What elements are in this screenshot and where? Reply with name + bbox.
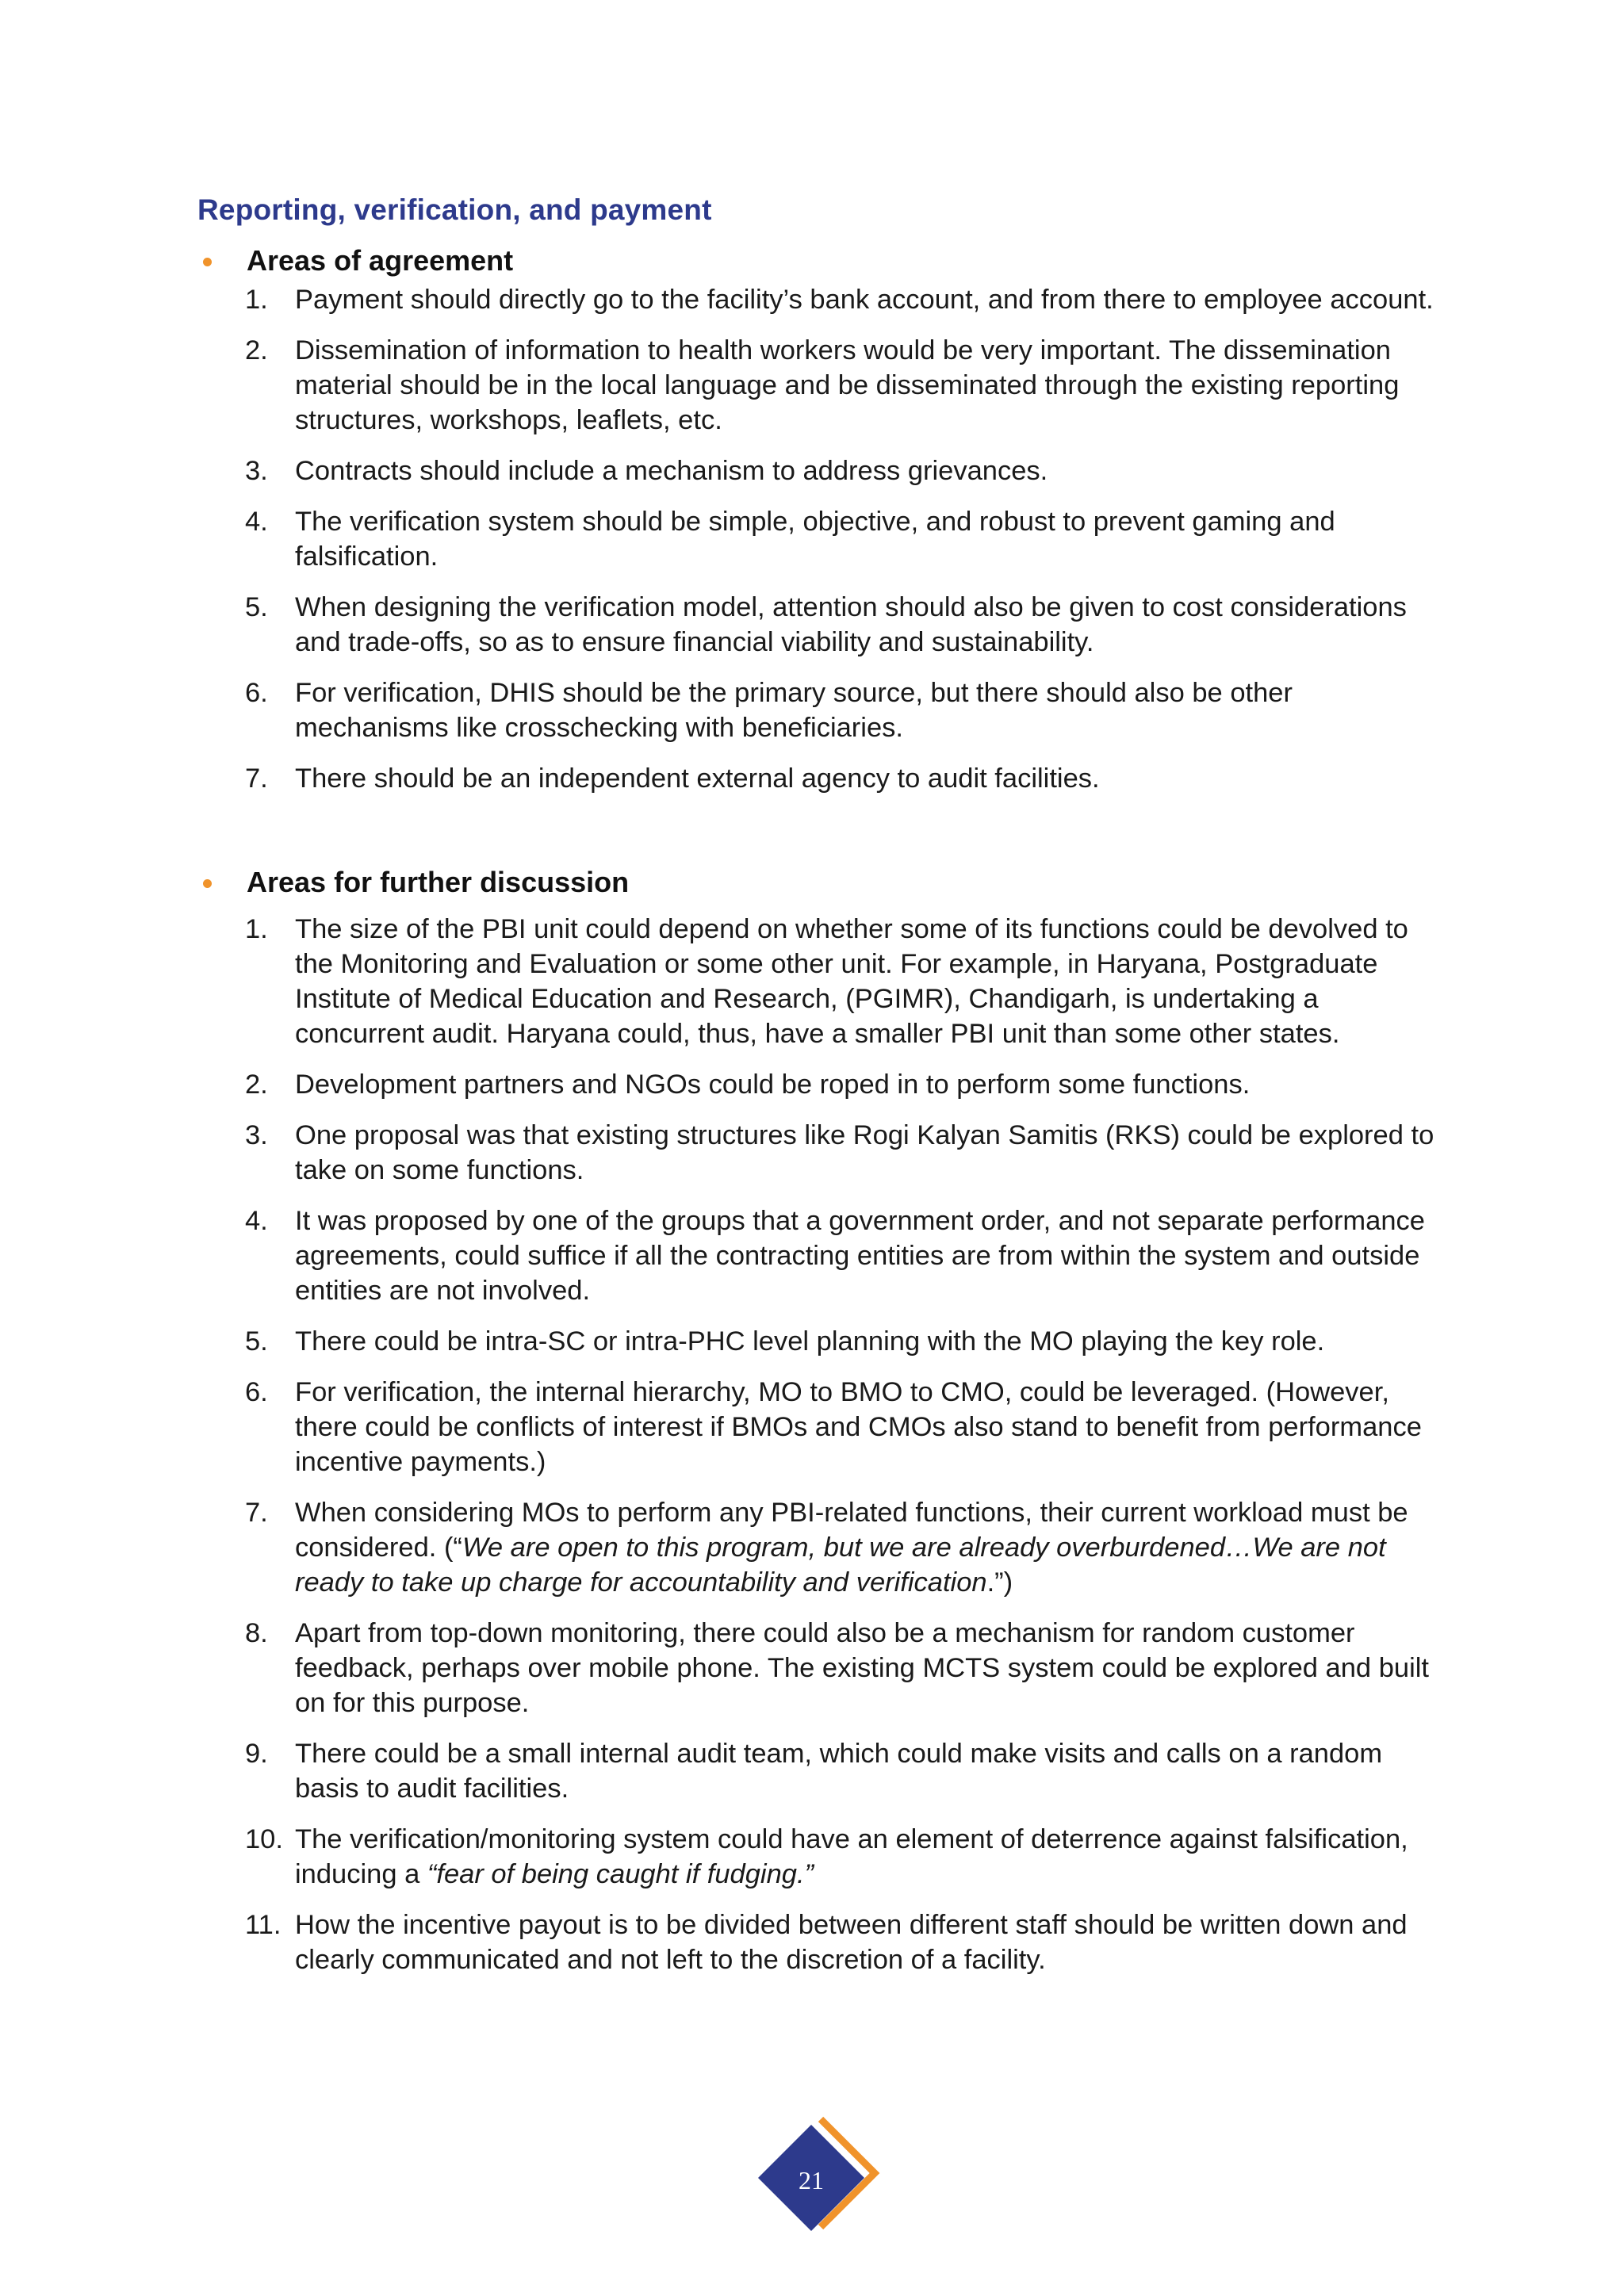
list-item [197,1375,1434,1479]
list-item-number: 4. [245,1206,268,1236]
list-item [197,1736,1434,1806]
list-item-text [295,675,1437,745]
list-item [197,1822,1434,1892]
list-item-text-main: The verification system should be simple, objective, and robust to prevent gaming and falsification. [295,507,1335,572]
list-item-text [295,1616,1437,1720]
numbered-list [197,282,1434,796]
list-item-number: 3. [245,1120,268,1150]
list-item-text [295,1908,1437,1977]
list-item-text-main: Dissemination of information to health workers would be very important. The dissemination material should be in the local language and be disseminated through the existing reporting structures, workshops, leaflets, etc. [295,335,1400,435]
list-item-number: 4. [245,507,268,537]
list-item-text [295,1067,1437,1102]
list-item-text [295,1375,1437,1479]
list-item-text-main: There could be intra-SC or intra-PHC level planning with the MO playing the key role. [295,1326,1325,1357]
list-item [197,453,1434,488]
list-item-number: 9. [245,1739,268,1769]
list-item-number: 11. [245,1910,282,1940]
list-item-text-main: When designing the verification model, attention should also be given to cost considerations and trade-offs, so as to ensure financial viability and sustainability. [295,592,1407,657]
list-item-text-main: How the incentive payout is to be divided between different staff should be written down and clearly communicated and not left to the discretion of a facility. [295,1910,1408,1975]
numbered-list [197,912,1434,1977]
list-item-number: 5. [245,1326,268,1357]
list-item [197,1324,1434,1359]
list-item [197,1616,1434,1720]
list-item-text-main: For verification, the internal hierarchy, MO to BMO to CMO, could be leveraged. (However, there could be conflicts of interest if BMOs and CMOs also stand to benefit from performance incentive payments.) [295,1377,1422,1477]
list-item-text-main: It was proposed by one of the groups that a government order, and not separate performance agreements, could suffice if all the contracting entities are from within the system and outside entities are not involved. [295,1206,1425,1306]
bullet-heading [197,866,1434,912]
list-item-text-main: The size of the PBI unit could depend on whether some of its functions could be devolved to the Monitoring and Evaluation or some other unit. For example, in Haryana, Postgraduate Institute of Medical Education and Research, (PGIMR), Chandigarh, is undertaking a concurrent audit. Haryana could, thus, have a smaller PBI unit than some other states. [295,914,1408,1049]
list-item-text [295,333,1437,438]
list-item-number: 7. [245,763,268,794]
list-item [197,504,1434,574]
list-item-number: 2. [245,1070,268,1100]
bullet-group-agreement [197,244,1434,812]
list-item [197,1203,1434,1308]
list-item-text [295,1324,1437,1359]
list-item-text-main: Contracts should include a mechanism to address grievances. [295,456,1048,486]
list-item-text [295,1495,1437,1600]
list-item [197,675,1434,745]
list-item-number: 10. [245,1824,283,1854]
list-item-number: 2. [245,335,268,365]
section-title: Reporting, verification, and payment [197,193,712,226]
list-item [197,1067,1434,1102]
list-item-text [295,1203,1437,1308]
list-item-number: 5. [245,592,268,622]
list-item-text-main: When considering MOs to perform any PBI-related functions, their current workload must be considered. (“ [295,1498,1408,1563]
list-item-text-main: There could be a small internal audit team, which could make visits and calls on a random basis to audit facilities. [295,1739,1383,1804]
bullet-dot-icon [203,879,212,888]
list-item-text-main: Payment should directly go to the facility’s bank account, and from there to employee account. [295,285,1434,315]
list-item-quote: We are open to this program, but we are already overburdened…We are not ready to take up charge for accountability and verification [295,1533,1386,1598]
list-item-text [295,282,1437,317]
list-item-text [295,912,1437,1051]
list-item [197,590,1434,660]
list-item [197,761,1434,796]
list-item [197,1118,1434,1188]
list-item-text [295,1118,1437,1188]
list-item [197,1495,1434,1600]
list-item-text-main: One proposal was that existing structures like Rogi Kalyan Samitis (RKS) could be explored to take on some functions. [295,1120,1434,1185]
bullet-dot-icon [203,258,212,266]
list-item-text [295,1822,1437,1892]
list-item-number: 8. [245,1618,268,1648]
list-item-number: 7. [245,1498,268,1528]
bullet-heading-label: Areas of agreement [247,244,514,277]
list-item-text-main: For verification, DHIS should be the primary source, but there should also be other mechanisms like crosschecking with beneficiaries. [295,678,1293,743]
list-item-text-tail: .”) [986,1567,1013,1598]
list-item [197,333,1434,438]
page-number: 21 [799,2166,824,2195]
list-item [197,912,1434,1051]
list-item [197,282,1434,317]
list-item-number: 6. [245,678,268,708]
list-item-text-main: Apart from top-down monitoring, there could also be a mechanism for random customer feedback, perhaps over mobile phone. The existing MCTS system could be explored and built on for this purpose. [295,1618,1429,1718]
list-item-text [295,1736,1437,1806]
list-item-number: 3. [245,456,268,486]
list-item-text-main: The verification/monitoring system could have an element of deterrence against falsification, inducing a [295,1824,1408,1889]
list-item-number: 1. [245,914,268,944]
list-item-text-main: There should be an independent external agency to audit facilities. [295,763,1100,794]
list-item-text-main: Development partners and NGOs could be roped in to perform some functions. [295,1070,1251,1100]
bullet-group-further-discussion [197,866,1434,1993]
list-item-text [295,761,1437,796]
list-item-text [295,453,1437,488]
list-item-text [295,590,1437,660]
list-item-quote: “fear of being caught if fudging.” [427,1859,814,1889]
bullet-heading-label: Areas for further discussion [247,866,630,898]
list-item-number: 6. [245,1377,268,1407]
list-item-text [295,504,1437,574]
list-item-number: 1. [245,285,268,315]
bullet-heading [197,244,1434,282]
list-item [197,1908,1434,1977]
